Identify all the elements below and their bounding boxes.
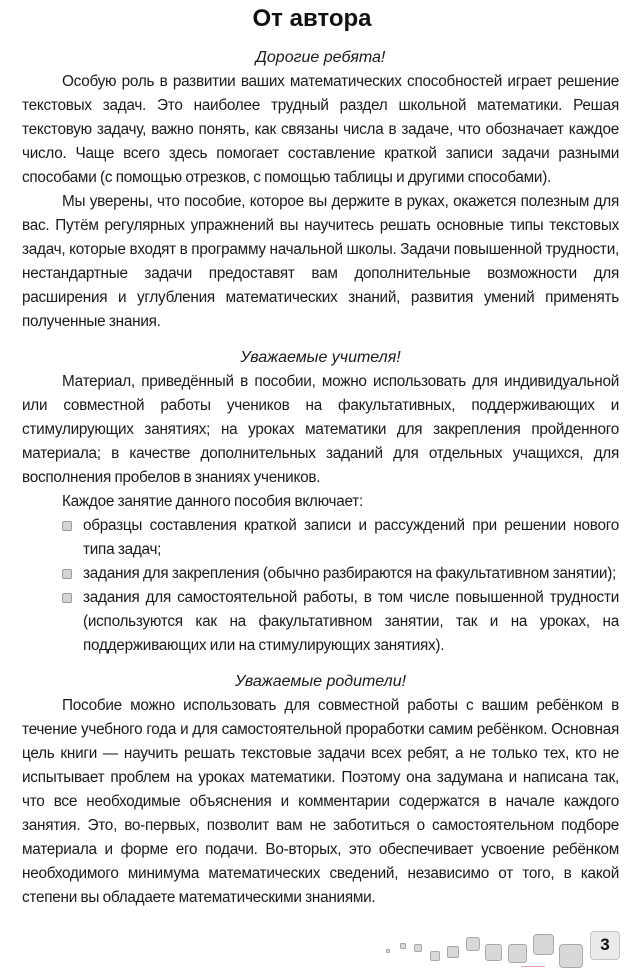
paragraph: Материал, приведённый в пособии, можно использовать для индивидуальной или совместной работы учеников на факультативных, поддерживающих и стимулирующих занятиях; на уроках математики для закрепления пройденного материала; в качестве дополнительных заданий для отдельных учащихся, для восполнения пробелов в знаниях учеников. <box>22 373 619 486</box>
section-parents <box>22 670 619 910</box>
decor-square-icon <box>400 943 406 949</box>
paragraph: Пособие можно использовать для совместной работы с вашим ребёнком в течение учебного года и для самостоятельной проработки самим ребёнком. Основная цель книги — научить решать текстовые задачи всех ребят, а не только тех, кто не испытывает проблем на уроках математики. Поэтому она задумана и написана так, что все необходимые объяснения и комментарии содержатся в начале каждого занятия. Это, во-первых, позволит вам не заботиться о самостоятельном подборе материала и форме его подачи. Во-вторых, это обеспечивает усвоение ребёнком необходимого минимума математических сведений, независимо от того, в какой степени вы обладаете математическими знаниями. <box>22 697 619 906</box>
decor-square-icon <box>508 944 527 963</box>
footer <box>0 922 624 972</box>
decor-square-icon <box>485 944 502 961</box>
square-bullet-icon <box>62 593 72 603</box>
page-title: От автора <box>252 5 372 32</box>
accent-line <box>521 966 545 967</box>
section-children <box>22 46 619 334</box>
list-item-text: задания для самостоятельной работы, в том числе повышенной трудности (используются как на факультативном занятии, так и на уроках, на поддерживающих или на стимулирующих занятиях). <box>83 589 619 654</box>
decor-square-icon <box>466 937 480 951</box>
page-content <box>22 46 619 972</box>
paragraph: Мы уверены, что пособие, которое вы держите в руках, окажется полезным для вас. Путём регулярных упражнений вы научитесь решать основные типы текстовых задач, которые входят в программу начальной школы. Задачи повышенной трудности, нестандартные задачи предоставят вам дополнительные возможности для расширения и углубления математических знаний, развития умений применять полученные знания. <box>22 193 619 330</box>
decor-square-icon <box>533 934 554 955</box>
list-item-text: задания для закрепления (обычно разбираются на факультативном занятии); <box>83 565 617 582</box>
list-item <box>62 586 619 658</box>
decor-square-icon <box>447 946 459 958</box>
section-heading-teachers: Уважаемые учителя! <box>240 349 401 366</box>
list-item <box>62 562 619 586</box>
section-teachers <box>22 346 619 658</box>
decor-square-icon <box>559 944 583 968</box>
decor-square-icon <box>386 949 390 953</box>
list-item-text: образцы составления краткой записи и рассуждений при решении нового типа задач; <box>83 517 619 558</box>
page-number-badge: 3 <box>590 931 620 960</box>
decor-square-icon <box>414 944 422 952</box>
paragraph: Особую роль в развитии ваших математических способностей играет решение текстовых задач. Это наиболее трудный раздел школьной математики. Решая текстовую задачу, важно понять, как связаны числа в задаче, что обозначает каждое число. Чаще всего здесь помогает составление краткой записи задачи разными способами (с помощью отрезков, с помощью таблицы и другими способами). <box>22 73 619 186</box>
section-heading-parents: Уважаемые родители! <box>234 673 407 690</box>
lesson-contents-list <box>22 514 619 658</box>
square-bullet-icon <box>62 569 72 579</box>
list-intro: Каждое занятие данного пособия включает: <box>62 493 363 510</box>
decor-square-icon <box>430 951 440 961</box>
list-item <box>62 514 619 562</box>
square-bullet-icon <box>62 521 72 531</box>
section-heading-children: Дорогие ребята! <box>255 49 386 66</box>
